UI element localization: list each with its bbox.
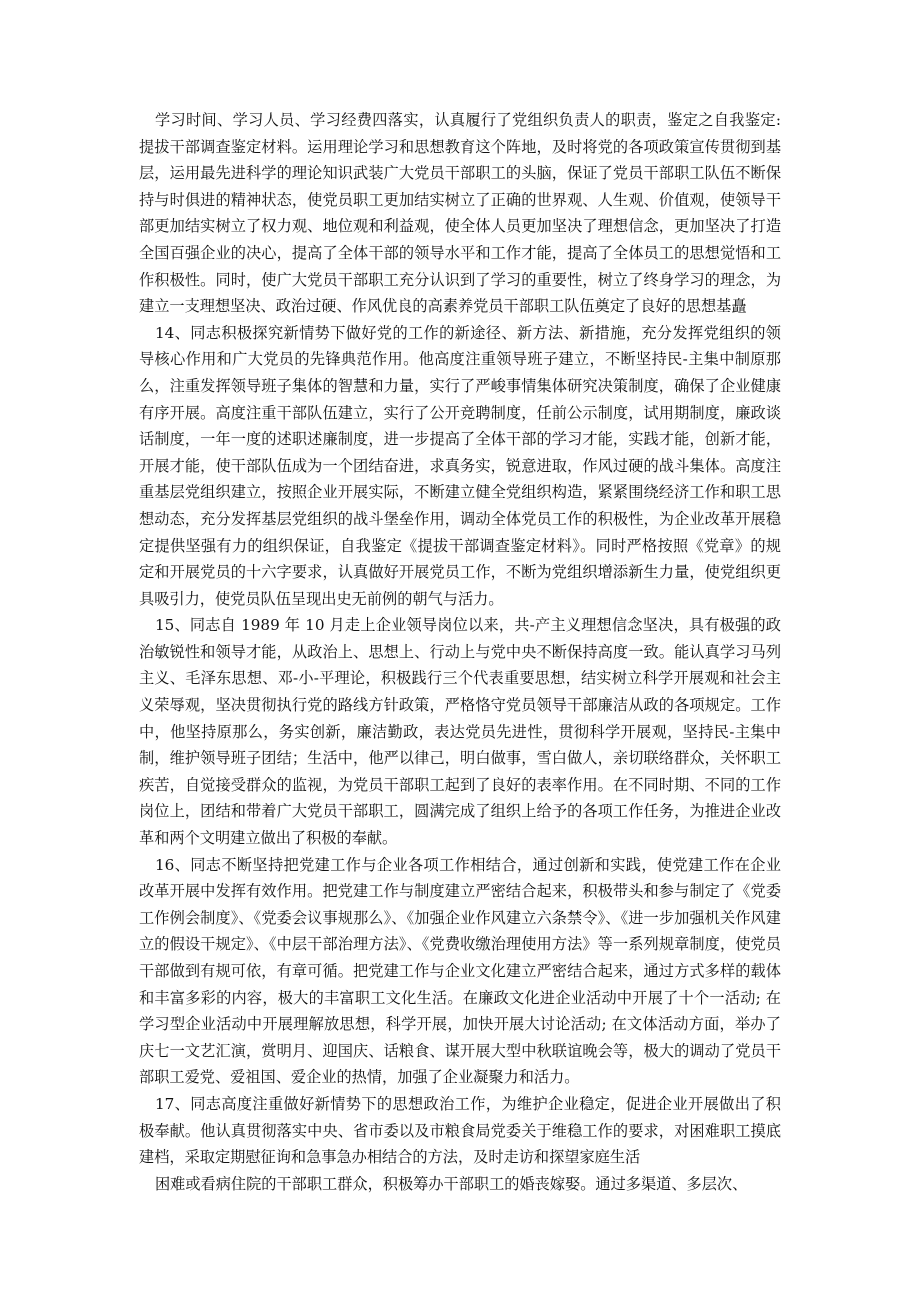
paragraph: 17、同志高度注重做好新情势下的思想政治工作，为维护企业稳定，促进企业开展做出了积极奉献。他认真贯彻落实中央、省市委以及市粮食局党委关于维稳工作的要求，对困难职工摸底建档，采取定期慰征询和急事急办相结合的方法，及时走访和探望家庭生活: [139, 1094, 781, 1167]
paragraph: 16、同志不断坚持把党建工作与企业各项工作相结合，通过创新和实践，使党建工作在企业改革开展中发挥有效作用。把党建工作与制度建立严密结合起来，积极带头和参与制定了《党委工作例会制度》、《党委会议事规那么》、《加强企业作风建立六条禁令》、《进一步加强机关作风建立的假设干规定》、《中层干部治理方法》、《党费收缴治理使用方法》等一系列规章制度，使党员干部做到有规可依，有章可循。把党建工作与企业文化建立严密结合起来，通过方式多样的载体和丰富多彩的内容，极大的丰富职工文化生活。在廉政文化进企业活动中开展了十个一活动; 在学习型企业活动中开展理解放思想，科学开展，加快开展大讨论活动; 在文体活动方面，举办了庆七一文艺汇演，赏明月、迎国庆、话粮食、谋开展大型中秋联谊晚会等，极大的调动了党员干部职工爱党、爱祖国、爱企业的热情，加强了企业凝聚力和活力。: [139, 855, 781, 1087]
paragraph: 学习时间、学习人员、学习经费四落实，认真履行了党组织负责人的职责，鉴定之自我鉴定: 提拔干部调查鉴定材料。运用理论学习和思想教育这个阵地，及时将党的各项政策宣传贯彻到基层，运用最先进科学的理论知识武装广大党员干部职工的头脑，保证了党员干部职工队伍不断保持与时俱进的精神状态，使党员职工更加结实树立了正确的世界观、人生观、价值观，使领导干部更加结实树立了权力观、地位观和利益观，使全体人员更加坚决了理想信念，更加坚决了打造全国百强企业的决心，提高了全体干部的领导水平和工作才能，提高了全体员工的思想觉悟和工作积极性。同时，使广大党员干部职工充分认识到了学习的重要性，树立了终身学习的理念，为建立一支理想坚决、政治过硬、作风优良的高素养党员干部职工队伍奠定了良好的思想基矗: [139, 111, 781, 316]
paragraph: 困难或看病住院的干部职工群众，积极筹办干部职工的婚丧嫁娶。通过多渠道、多层次、: [154, 1174, 748, 1193]
paragraph: 14、同志积极探究新情势下做好党的工作的新途径、新方法、新措施，充分发挥党组织的领导核心作用和广大党员的先锋典范作用。他高度注重领导班子建立，不断坚持民-主集中制原那么，注重发挥领导班子集体的智慧和力量，实行了严峻事情集体研究决策制度，确保了企业健康有序开展。高度注重干部队伍建立，实行了公开竞聘制度，任前公示制度，试用期制度，廉政谈话制度，一年一度的述职述廉制度，进一步提高了全体干部的学习才能，实践才能，创新才能，开展才能，使干部队伍成为一个团结奋进，求真务实，锐意进取，作风过硬的战斗集体。高度注重基层党组织建立，按照企业开展实际，不断建立健全党组织构造，紧紧围绕经济工作和职工思想动态，充分发挥基层党组织的战斗堡垒作用，调动全体党员工作的积极性，为企业改革开展稳定提供坚强有力的组织保证，自我鉴定《提拔干部调查鉴定材料》。同时严格按照《党章》的规定和开展党员的十六字要求，认真做好开展党员工作，不断为党组织增添新生力量，使党组织更具吸引力，使党员队伍呈现出史无前例的朝气与活力。: [139, 323, 781, 608]
document-body: [139, 107, 781, 1197]
paragraph: 15、同志自 1989 年 10 月走上企业领导岗位以来，共-产主义理想信念坚决，具有极强的政治敏锐性和领导才能，从政治上、思想上、行动上与党中央不断保持高度一致。能认真学习马列主义、毛泽东思想、邓-小-平理论，积极践行三个代表重要思想，结实树立科学开展观和社会主义荣辱观，坚决贯彻执行党的路线方针政策，严格恪守党员领导干部廉洁从政的各项规定。工作中，他坚持原那么，务实创新，廉洁勤政，表达党员先进性，贯彻科学开展观，坚持民-主集中制，维护领导班子团结；生活中，他严以律己，明白做事，雪白做人，亲切联络群众，关怀职工疾苦，自觉接受群众的监视，为党员干部职工起到了良好的表率作用。在不同时期、不同的工作岗位上，团结和带着广大党员干部职工，圆满完成了组织上给予的各项工作任务，为推进企业改革和两个文明建立做出了积极的奉献。: [139, 616, 781, 848]
